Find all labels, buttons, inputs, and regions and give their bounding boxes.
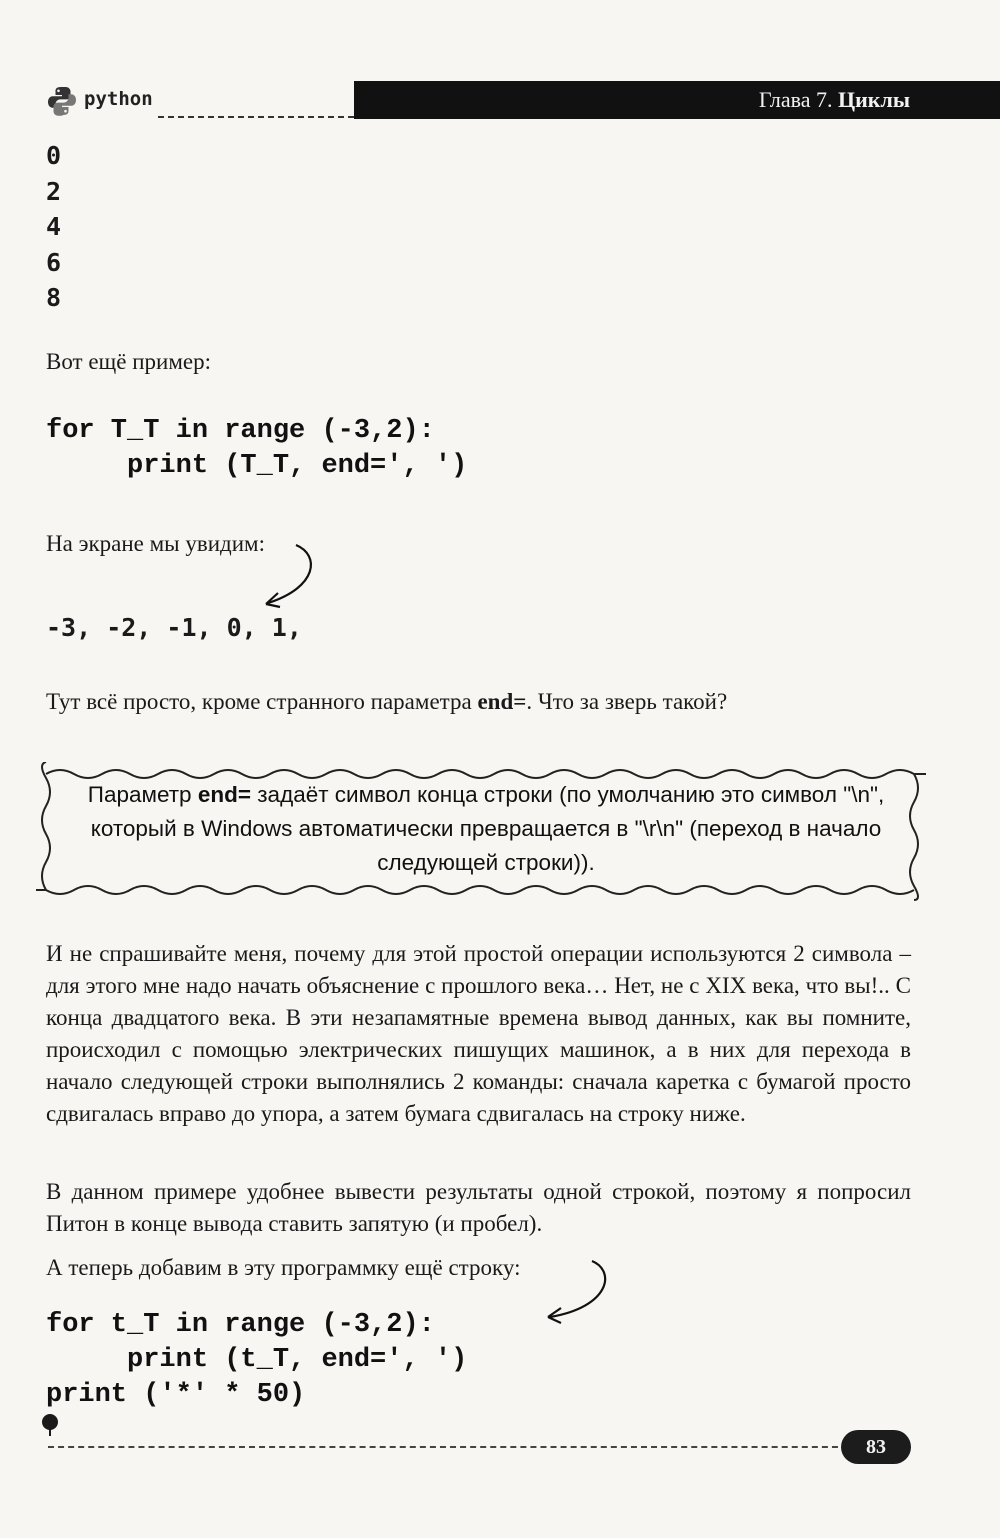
code-line: print ('*' * 50) — [46, 1380, 306, 1410]
code-line: print (T_T, end=', ') — [46, 451, 468, 481]
footer-divider — [48, 1446, 848, 1448]
callout-body: задаёт символ конца строки (по умолчанию это символ "\n", который в Windows автоматически превращается в "\r\n" (переход в начало следующей строки)). — [90, 782, 885, 875]
brand-label: python — [84, 88, 153, 110]
code-block-2 — [46, 1308, 467, 1413]
code-line: for t_T in range (-3,2): — [46, 1310, 435, 1340]
pin-icon — [40, 1412, 60, 1436]
curved-arrow-icon — [258, 535, 328, 615]
code-block-1 — [46, 414, 467, 484]
summary-paragraph: В данном примере удобнее вывести результаты одной строкой, поэтому я попросил Питон в конце вывода ставить запятую (и пробел). — [46, 1179, 911, 1236]
curved-arrow-icon-2 — [540, 1255, 620, 1325]
explain-text: Тут всё просто, кроме странного параметра — [46, 689, 478, 714]
history-paragraph: И не спрашивайте меня, почему для этой простой операции используются 2 символа – для этого мне надо начать объяснение с прошлого века… Нет, не с XIX века, что вы!.. С конца двадцатого века. В эти незапамятные времена вывод данных, как вы помните, происходил с помощью электрических пишущих машинок, а в них для перехода в начало следующей строки выполнялись 2 команды: сначала каретка с бумагой просто сдвигалась вправо до упора, а затем бумага сдвигалась на строку ниже. — [46, 941, 911, 1126]
output-line: 4 — [46, 212, 62, 241]
page-number-badge: 83 — [841, 1430, 911, 1464]
code-line: for T_T in range (-3,2): — [46, 416, 435, 446]
explain-text-end: . Что за зверь такой? — [526, 689, 728, 714]
chapter-title — [759, 85, 910, 115]
intro-paragraph: Вот ещё пример: — [46, 349, 211, 374]
explain-keyword: end= — [477, 689, 527, 714]
output-line: 8 — [46, 283, 62, 312]
output-block-2: -3, -2, -1, 0, 1, — [46, 613, 302, 642]
screen-paragraph: На экране мы увидим: — [46, 531, 265, 556]
next-paragraph: А теперь добавим в эту программку ещё строку: — [46, 1255, 521, 1280]
code-line: print (t_T, end=', ') — [46, 1345, 468, 1375]
chapter-header-bar — [354, 81, 1000, 119]
chapter-prefix: Глава 7. — [758, 87, 833, 112]
python-logo-icon — [46, 85, 78, 117]
callout-text — [64, 778, 908, 880]
output-line: 2 — [46, 176, 62, 206]
callout-prefix: Параметр — [87, 782, 198, 807]
header-divider — [158, 116, 354, 118]
output-line: 0 — [46, 141, 62, 170]
note-callout — [36, 762, 926, 902]
explain-paragraph — [46, 686, 911, 718]
output-line: 6 — [46, 247, 62, 277]
callout-keyword: end= — [197, 782, 251, 807]
output-block-1 — [46, 138, 61, 316]
chapter-name: Циклы — [838, 87, 910, 112]
